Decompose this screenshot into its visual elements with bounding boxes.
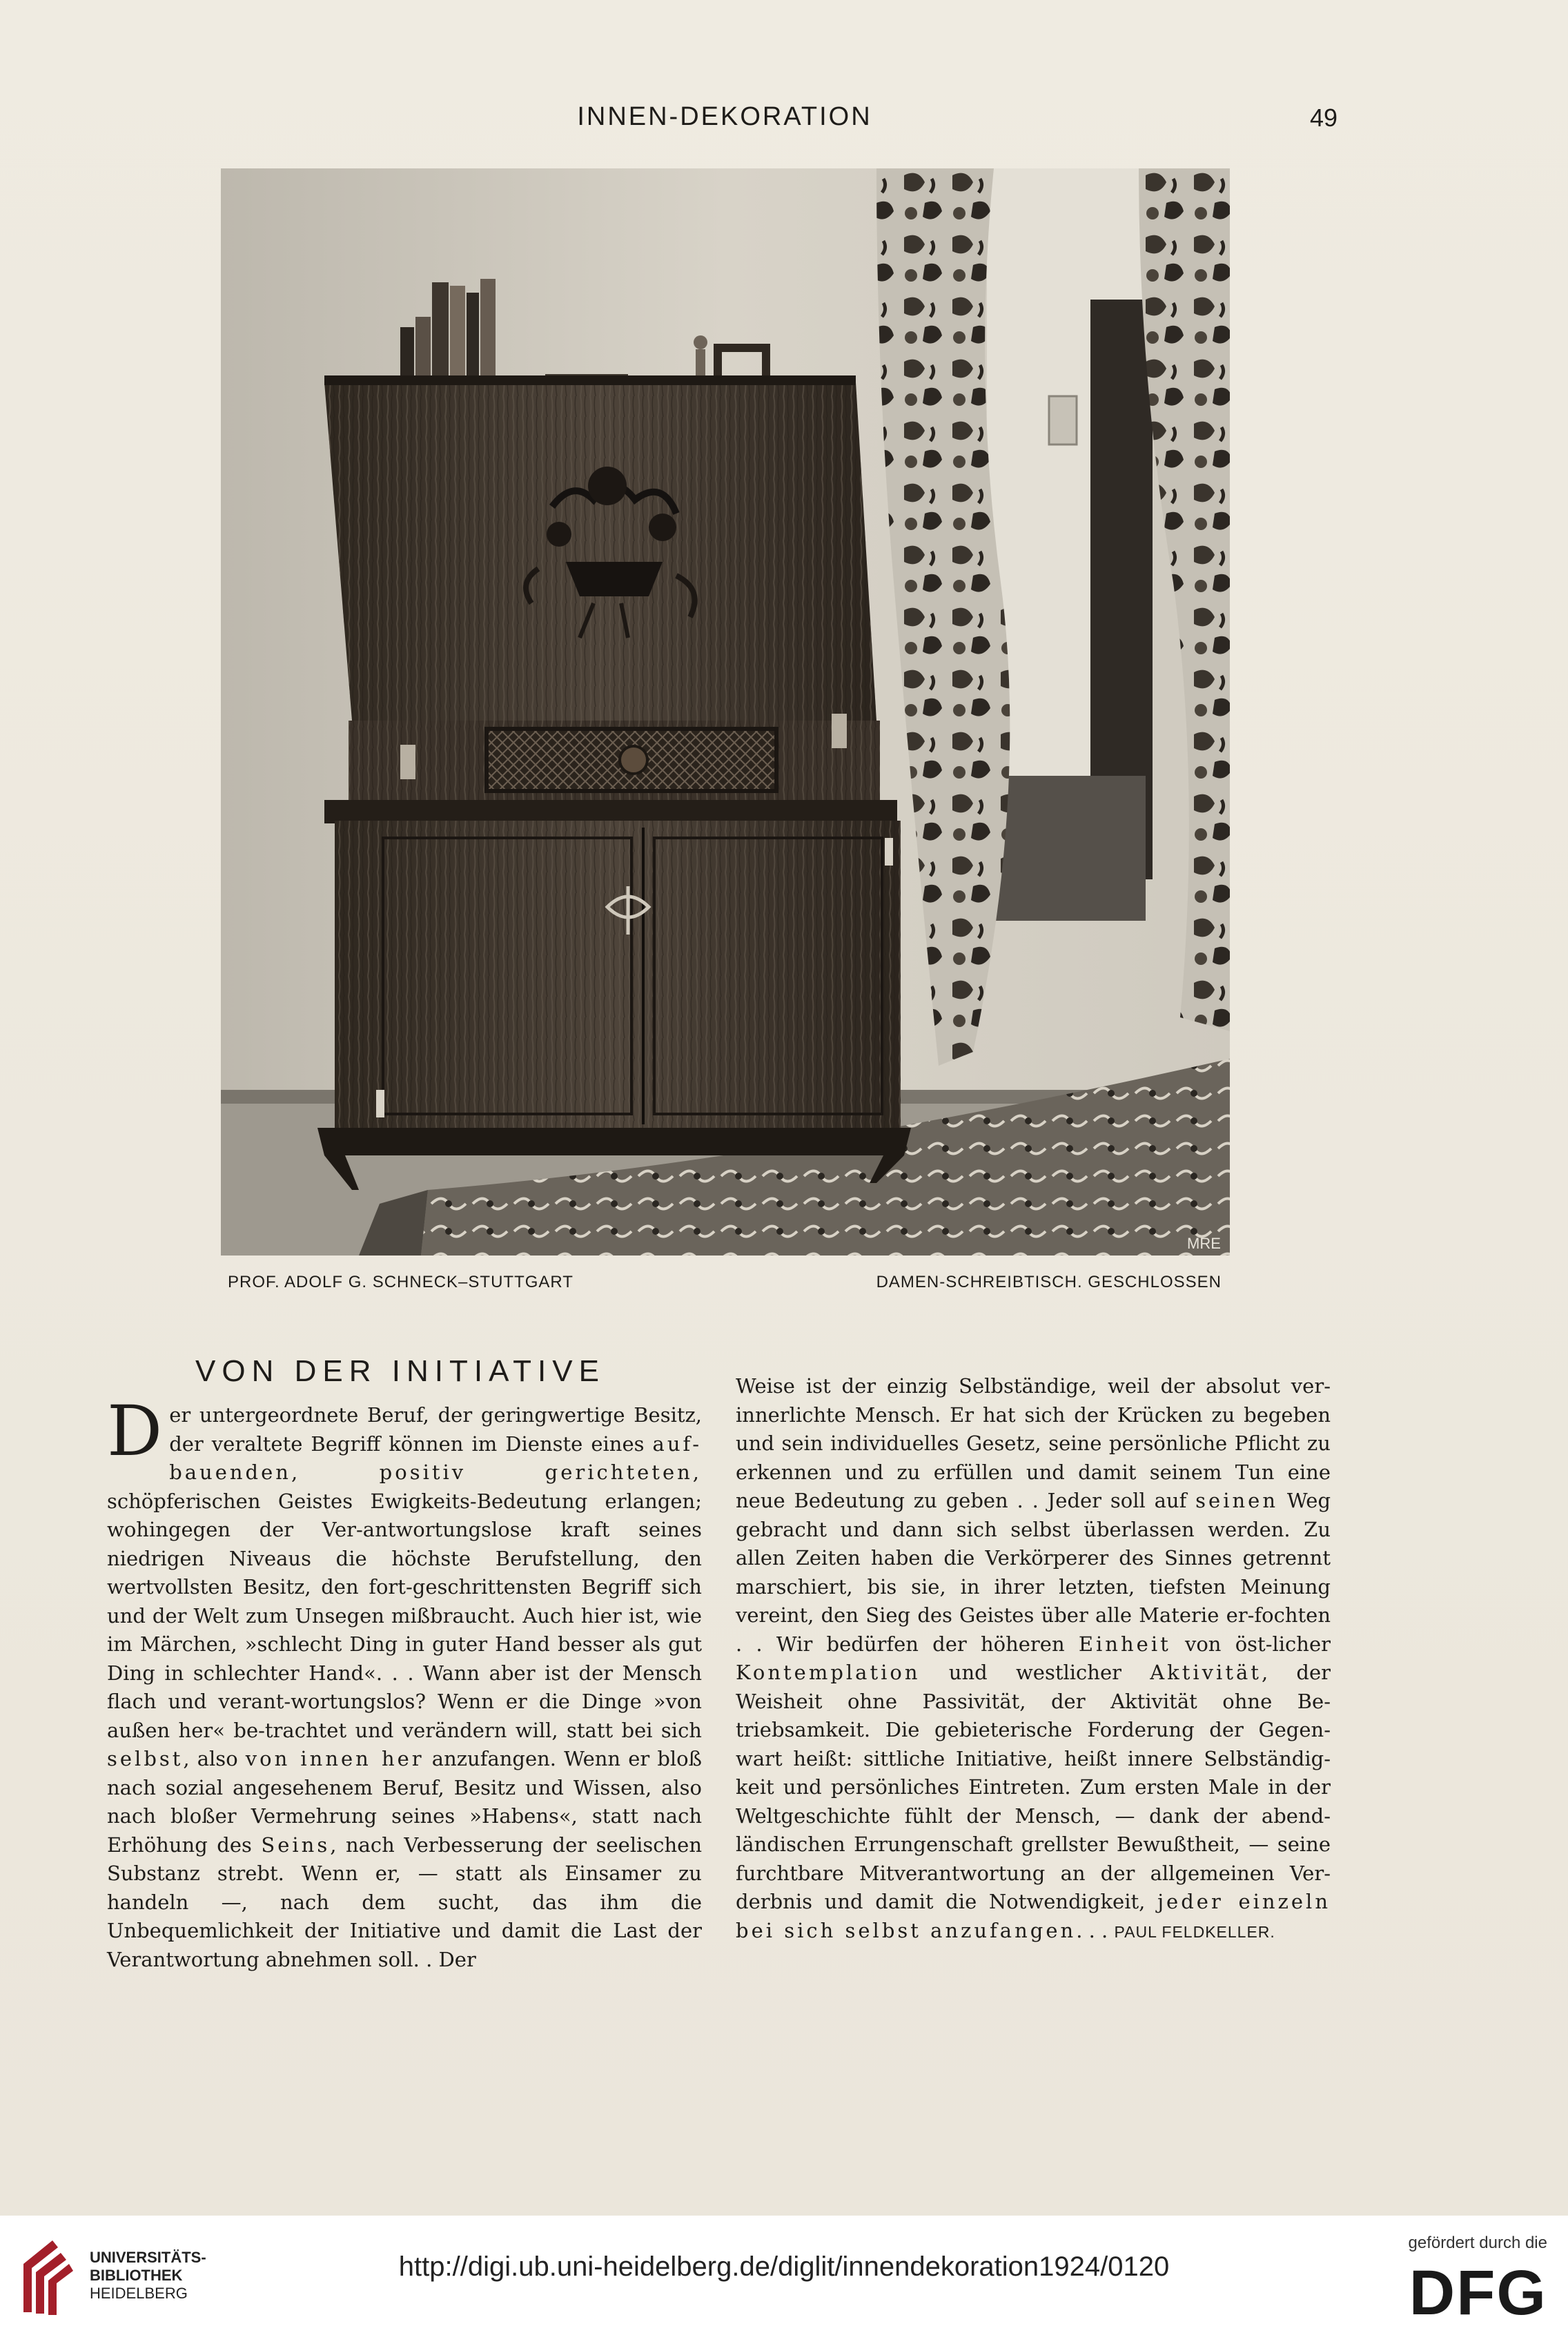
author-name: PAUL FELDKELLER. (1114, 1922, 1275, 1941)
caption-object: DAMEN-SCHREIBTISCH. GESCHLOSSEN (876, 1273, 1222, 1291)
paragraph-text: , nach Verbesserung der seelischen Substanz strebt. Wenn er, — statt als Einsamer zu handeln —, nach dem sucht, das ihm die Unbequemlichkeit der Initiative und damit die Last der Verantwortung abnehmen soll. . Der (107, 1833, 703, 1971)
article-column-right (736, 1372, 1331, 1946)
photograph-secretary-desk (221, 168, 1230, 1256)
funded-by-label: gefördert durch die (1408, 2234, 1547, 2252)
running-title: INNEN-DEKORATION (577, 102, 872, 131)
paragraph-text: Weise ist der einzig Selbständige, weil der absolut ver-innerlichte Mensch. Er hat sich der Krücken zu begeben und sein individuelles Gesetz, seine persönliche Pflicht zu erkennen und zu erfüllen und damit seinem Tun eine neue Bedeutung zu geben . . Jeder soll auf (736, 1374, 1331, 1512)
paragraph-text: schöpferischen Geistes Ewigkeits-Bedeutung erlangen; wohingegen der Ver-antwortungslose kraft seines niedrigen Niveaus die höchste Berufstellung, den wertvollsten Besitz, den fort-geschrittensten Begriff sich und der Welt zum Unsegen mißbraucht. Auch hier ist, wie im Märchen, »schlecht Ding in guter Hand besser als gut Ding in schlechter Hand«. . . Wann aber ist der Mensch flach und verant-wortungslos? Wenn er die Dinge »von außen her« be-trachtet und verändern will, statt bei sich (107, 1489, 702, 1742)
paragraph-text: . . . (1076, 1918, 1108, 1942)
paragraph-text: , also (183, 1747, 238, 1770)
spaced-emphasis: Einheit (1078, 1632, 1171, 1656)
article-title: VON DER INITIATIVE (195, 1354, 605, 1388)
spaced-emphasis: jeder einzeln bei sich selbst anzufangen (736, 1890, 1331, 1942)
caption-architect: PROF. ADOLF G. SCHNECK–STUTTGART (228, 1273, 574, 1291)
paragraph-text: Weg gebracht und dann sich selbst überlassen werden. Zu allen Zeiten haben die Verkörperer des Sinnes getrennt marschiert, bis sie, in ihrer letzten, tiefsten Meinung vereint, den Sieg des Geistes über alle Materie er-fochten . . Wir bedürfen der höheren (736, 1489, 1331, 1656)
paragraph-text: , der Weisheit ohne Passivität, der Aktivität ohne Be-triebsamkeit. Die gebieterische Forderung der Gegen-wart heißt: sittliche Initiative, heißt innere Selbständig-keit und persönliches Eintreten. Zum ersten Male in der Weltgeschichte fühlt der Mensch, — dank der abend-ländischen Errungenschaft grellster Bewußtheit, — seine furchtbare Mitverantwortung an der allgemeinen Ver-derbnis und damit die Notwendigkeit, (736, 1661, 1331, 1913)
paragraph-text: anzufangen. Wenn er bloß nach sozial angesehenem Beruf, Besitz und Wissen, also nach bloßer Vermehrung seines »Habens«, statt nach Erhöhung des (107, 1747, 702, 1857)
paragraph-text: und westlicher (948, 1661, 1121, 1684)
spaced-emphasis: auf-bauenden, positiv gerichteten, (169, 1432, 702, 1484)
article-column-left (107, 1391, 703, 1974)
photo-signature: MRE (1187, 1235, 1221, 1252)
spaced-emphasis: selbst (107, 1747, 184, 1770)
university-library-name: UNIVERSITÄTS- BIBLIOTHEK HEIDELBERG (90, 2249, 206, 2302)
paragraph-text: von öst-licher (1184, 1632, 1331, 1656)
digital-copy-url-link[interactable]: http://digi.ub.uni-heidelberg.de/diglit/innendekoration1924/0120 (398, 2251, 1170, 2282)
spaced-emphasis: seinen (1195, 1489, 1278, 1512)
drop-cap: D (107, 1391, 163, 1472)
spaced-emphasis: Aktivität (1150, 1661, 1262, 1684)
dfg-logo[interactable]: DFG (1409, 2258, 1547, 2328)
spaced-emphasis: Kontemplation (736, 1661, 921, 1684)
spaced-emphasis: von innen her (245, 1747, 424, 1770)
paragraph-text: er untergeordnete Beruf, der geringwertige Besitz, der veraltete Begriff können im Dienste eines (169, 1403, 702, 1456)
spaced-emphasis: Seins (261, 1833, 331, 1857)
page-number: 49 (1310, 104, 1338, 132)
